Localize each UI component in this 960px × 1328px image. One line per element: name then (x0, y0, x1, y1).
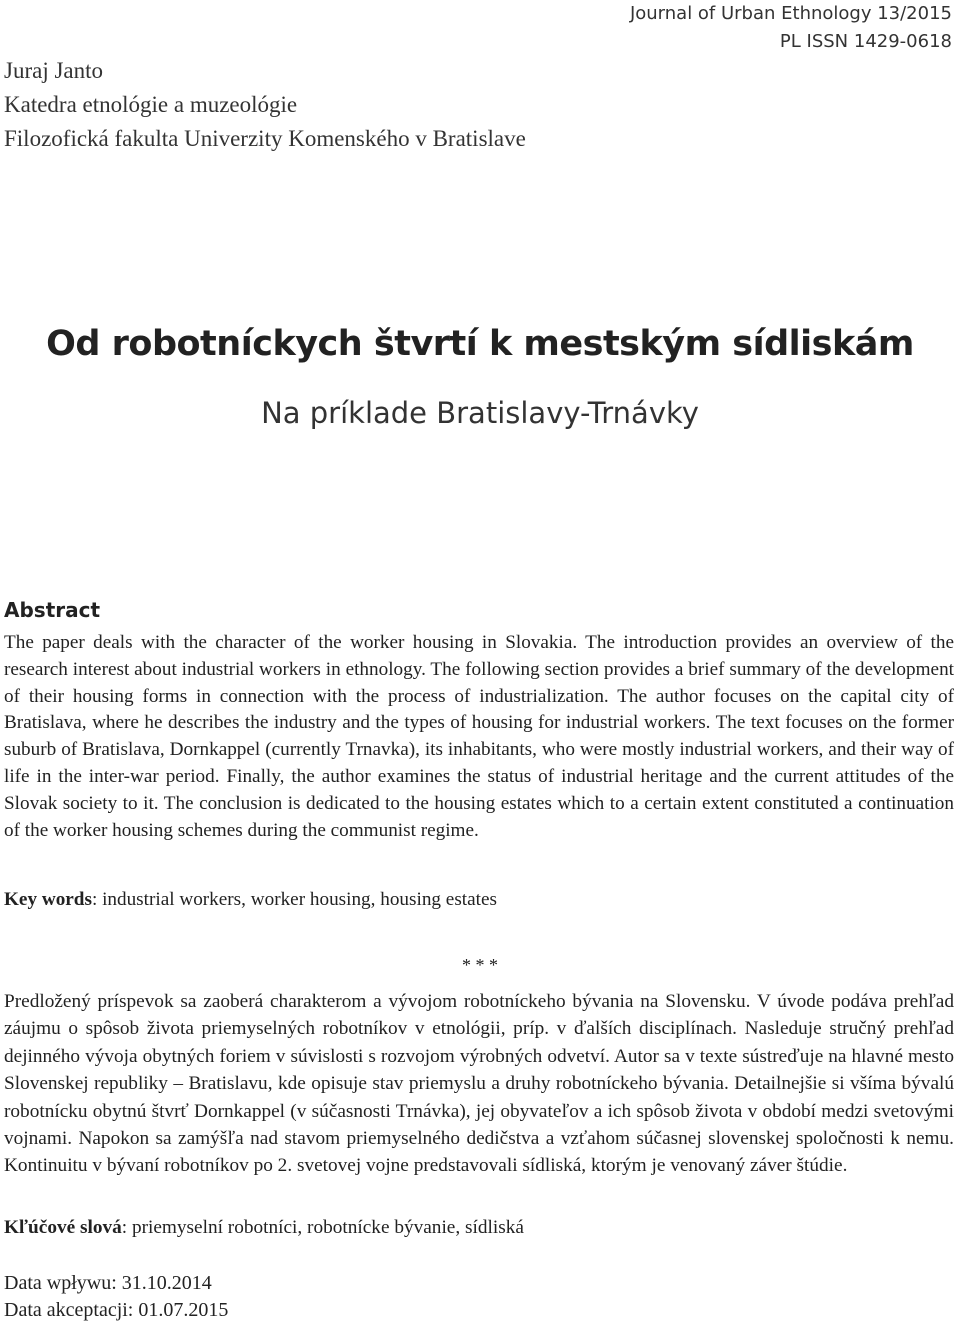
keywords-en (4, 886, 954, 914)
article-subtitle: Na príklade Bratislavy-Trnávky (261, 396, 699, 430)
author-block (4, 54, 526, 156)
date-received: Data wpływu: 31.10.2014 (4, 1272, 212, 1294)
abstract-heading: Abstract (4, 598, 101, 622)
section-separator: * * * (462, 955, 498, 975)
date-accepted: Data akceptacji: 01.07.2015 (4, 1299, 229, 1321)
keywords-label-en: Key words (4, 889, 92, 910)
author-name: Juraj Janto (4, 58, 104, 83)
journal-name: Journal of Urban Ethnology 13/2015 (629, 3, 952, 24)
article-title: Od robotníckych štvrtí k mestským sídliskám (46, 324, 914, 364)
journal-issn: PL ISSN 1429-0618 (779, 31, 952, 52)
author-faculty: Filozofická fakulta Univerzity Komenského v Bratislave (4, 126, 526, 151)
abstract-text-en: The paper deals with the character of the worker housing in Slovakia. The introduction provides an overview of the research interest about industrial workers in ethnology. The following section provides a brief summary of the development of their housing forms in connection with the process of industrialization. The author focuses on the capital city of Bratislava, where he describes the industry and the types of housing for industrial workers. The text focuses on the former suburb of Bratislava, Dornkappel (currently Trnavka), its inhabitants, who were mostly industrial workers, and their way of life in the inter-war period. Finally, the author examines the status of industrial heritage and the current attitudes of the Slovak society to it. The conclusion is dedicated to the housing estates which to a certain extent constituted a continuation of the worker housing schemes during the communist regime. (4, 632, 954, 841)
journal-header (630, 0, 952, 56)
keywords-list-en: : industrial workers, worker housing, housing estates (91, 889, 497, 910)
keywords-label-sk: Kľúčové slová (4, 1217, 122, 1238)
author-department: Katedra etnológie a muzeológie (4, 92, 298, 117)
keywords-list-sk: : priemyselní robotníci, robotnícke bývanie, sídliská (121, 1217, 524, 1238)
keywords-sk (4, 1214, 954, 1242)
submission-dates (4, 1270, 228, 1324)
abstract-text-sk: Predložený príspevok sa zaoberá charakterom a vývojom robotníckeho bývania na Slovensku. V úvode podáva prehľad záujmu o spôsob života priemyselných robotníkov v etnológii, príp. v ďalších disciplínach. Nasleduje stručný prehľad dejinného vývoja obytných foriem v súvislosti s rozvojom výrobných odvetví. Autor sa v texte sústreďuje na hlavné mesto Slovenskej republiky – Bratislavu, kde opisuje stav priemyslu a druhy robotníckeho bývania. Detailnejšie si všíma bývalú robotnícku obytnú štvrť Dornkappel (v súčasnosti Trnávka), jej obyvateľov a ich spôsob života v období medzi svetovými vojnami. Napokon sa zamýšľa nad stavom priemyselného dedičstva a vzťahom súčasnej slovenskej spoločnosti k nemu. Kontinuitu v bývaní robotníkov po 2. svetovej vojne predstavovali sídliská, ktorým je venovaný záver štúdie. (4, 991, 954, 1177)
